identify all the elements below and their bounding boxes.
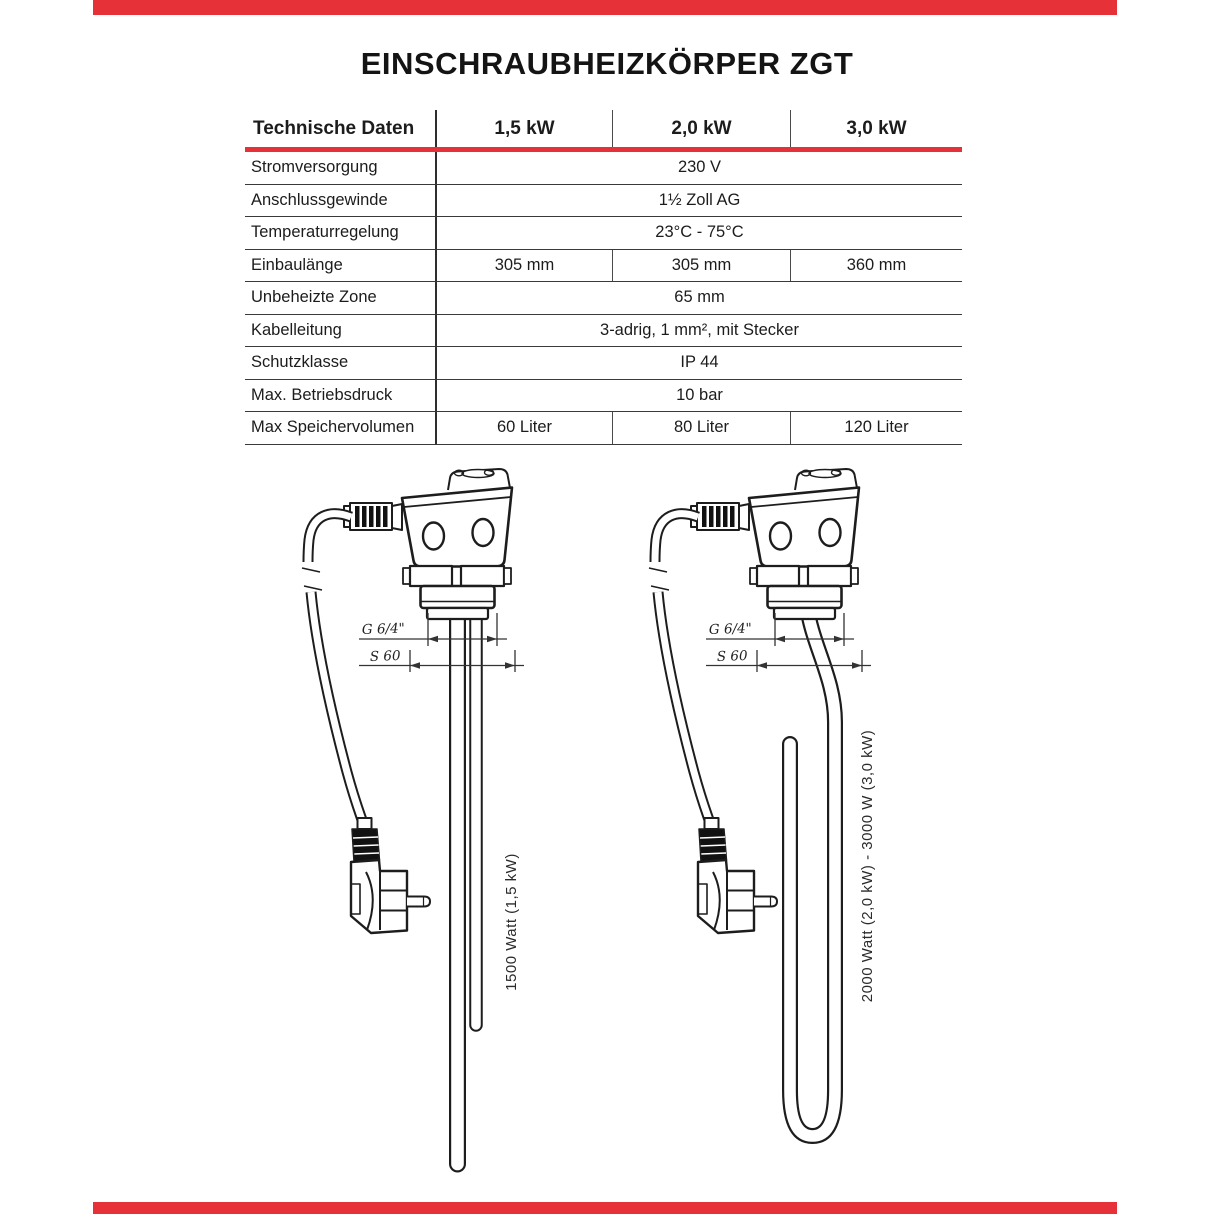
row-value: 80 Liter xyxy=(612,412,790,444)
wrench-dimension-label-left: S 60 xyxy=(369,647,401,665)
row-value: 10 bar xyxy=(676,385,723,404)
header-1-5-kw: 1,5 kW xyxy=(494,117,555,139)
row-label: Anschlussgewinde xyxy=(245,185,437,217)
row-value: 60 Liter xyxy=(496,418,553,437)
heater-head-left xyxy=(302,469,524,933)
row-value: IP 44 xyxy=(680,353,719,372)
row-label: Kabelleitung xyxy=(245,315,437,347)
row-value: 1½ Zoll AG xyxy=(658,190,741,209)
header-3-0-kw: 3,0 kW xyxy=(790,110,962,147)
row-label: Max. Betriebsdruck xyxy=(245,380,437,412)
row-label: Einbaulänge xyxy=(245,250,437,282)
thread-dimension-label-left: G 6/4" xyxy=(361,620,406,638)
row-value: 230 V xyxy=(677,158,722,177)
row-label: Schutzklasse xyxy=(245,347,437,379)
heating-element-u-shape xyxy=(790,606,835,1136)
heating-element-straight xyxy=(458,606,477,1164)
bottom-red-bar xyxy=(93,1202,1117,1214)
row-label: Unbeheizte Zone xyxy=(245,282,437,314)
power-rating-label-right: 2000 Watt (2,0 kW) - 3000 W (3,0 kW) xyxy=(859,729,876,1003)
row-label: Stromversorgung xyxy=(245,152,437,184)
wrench-dimension-label-right: S 60 xyxy=(716,647,748,665)
page-title: EINSCHRAUBHEIZKÖRPER ZGT xyxy=(360,46,854,81)
row-value: 23°C - 75°C xyxy=(655,223,744,242)
header-technische-daten: Technische Daten xyxy=(245,110,437,147)
row-value: 120 Liter xyxy=(790,412,962,444)
row-label: Max Speichervolumen xyxy=(245,412,437,444)
thread-dimension-label-right: G 6/4" xyxy=(708,620,753,638)
header-2-0-kw: 2,0 kW xyxy=(612,110,790,147)
row-value: 3-adrig, 1 mm², mit Stecker xyxy=(600,320,799,339)
row-value: 65 mm xyxy=(674,288,725,307)
row-label: Temperaturregelung xyxy=(245,217,437,249)
row-value: 305 mm xyxy=(494,255,555,274)
row-value: 305 mm xyxy=(612,250,790,282)
row-value: 360 mm xyxy=(790,250,962,282)
power-rating-label-left: 1500 Watt (1,5 kW) xyxy=(503,853,520,991)
